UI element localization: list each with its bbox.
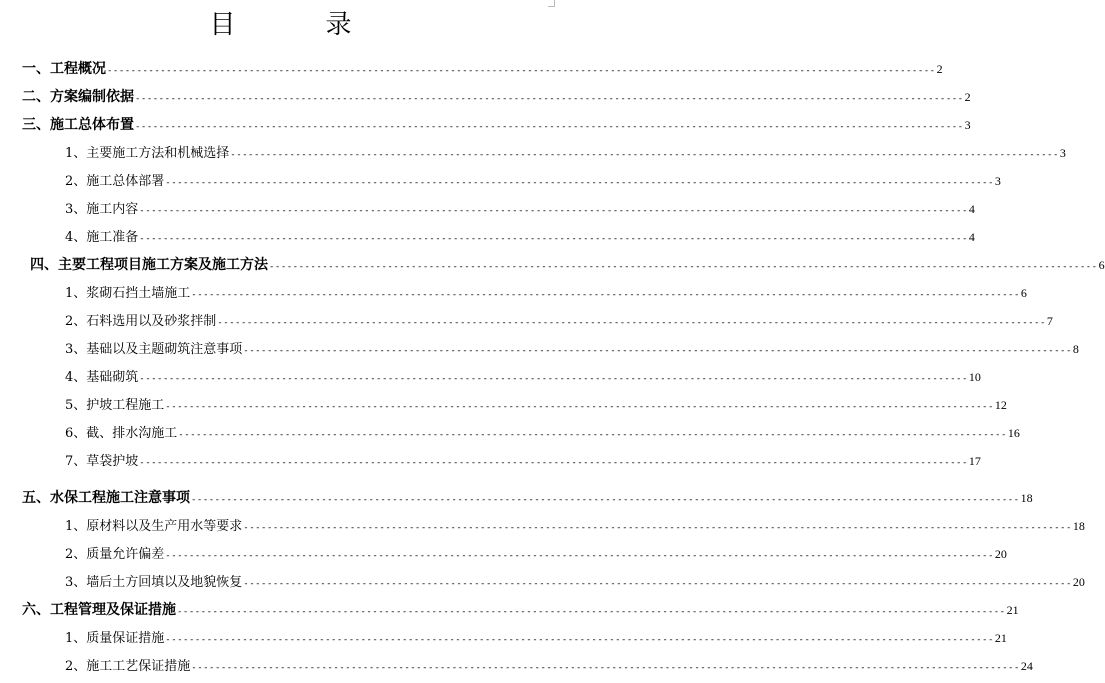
toc-leader: -------------------------------------------------------------------------------------------------------------------------------------------- xyxy=(139,458,968,468)
toc-entry-3[interactable] xyxy=(22,116,971,134)
toc-leader: -------------------------------------------------------------------------------------------------------------------------------------------- xyxy=(165,178,994,188)
toc-entry-4-1[interactable] xyxy=(65,284,1027,302)
toc-page-number: 21 xyxy=(1006,603,1019,617)
toc-entry-label: 1、主要施工方法和机械选择 xyxy=(65,146,230,161)
toc-entry-label: 7、草袋护坡 xyxy=(65,454,139,469)
toc-page-number: 17 xyxy=(968,454,981,468)
toc-page-number: 6 xyxy=(1098,258,1105,272)
toc-entry-label: 2、施工总体部署 xyxy=(65,174,165,189)
toc-page-number: 18 xyxy=(1020,491,1033,505)
toc-entry-4-3[interactable] xyxy=(65,340,1079,358)
toc-entry-5[interactable] xyxy=(22,489,1033,507)
toc-page-number: 16 xyxy=(1007,426,1020,440)
toc-leader: -------------------------------------------------------------------------------------------------------------------------------------------- xyxy=(191,495,1020,505)
toc-entry-3-3[interactable] xyxy=(65,200,975,218)
toc-page-number: 2 xyxy=(964,90,971,104)
toc-entry-6-1[interactable] xyxy=(65,629,1007,647)
toc-page-number: 20 xyxy=(994,547,1007,561)
page-corner-mark xyxy=(548,0,555,7)
toc-entry-5-3[interactable] xyxy=(65,573,1085,591)
toc-page-number: 4 xyxy=(968,202,975,216)
toc-leader: -------------------------------------------------------------------------------------------------------------------------------------------- xyxy=(135,94,964,104)
toc-entry-5-2[interactable] xyxy=(65,545,1007,563)
toc-entry-label: 5、护坡工程施工 xyxy=(65,398,165,413)
toc-page-number: 8 xyxy=(1072,342,1079,356)
toc-entry-label: 四、主要工程项目施工方案及施工方法 xyxy=(30,257,268,273)
toc-leader: -------------------------------------------------------------------------------------------------------------------------------------------- xyxy=(165,635,994,645)
toc-entry-label: 2、质量允许偏差 xyxy=(65,547,165,562)
toc-leader: -------------------------------------------------------------------------------------------------------------------------------------------- xyxy=(243,346,1072,356)
toc-entry-label: 一、工程概况 xyxy=(22,61,106,77)
toc-entry-3-4[interactable] xyxy=(65,228,975,246)
toc-entry-label: 4、施工准备 xyxy=(65,230,139,245)
toc-entry-label: 6、截、排水沟施工 xyxy=(65,426,178,441)
toc-entry-4-2[interactable] xyxy=(65,312,1053,330)
toc-entry-3-1[interactable] xyxy=(65,144,1066,162)
toc-entry-label: 1、质量保证措施 xyxy=(65,631,165,646)
toc-page-number: 20 xyxy=(1072,575,1085,589)
toc-entry-label: 3、施工内容 xyxy=(65,202,139,217)
toc-leader: -------------------------------------------------------------------------------------------------------------------------------------------- xyxy=(139,206,968,216)
toc-page-number: 10 xyxy=(968,370,981,384)
toc-entry-label: 六、工程管理及保证措施 xyxy=(22,602,176,618)
toc-leader: -------------------------------------------------------------------------------------------------------------------------------------------- xyxy=(165,551,994,561)
toc-entry-4[interactable] xyxy=(30,256,1105,274)
toc-page-number: 6 xyxy=(1020,286,1027,300)
toc-entry-label: 1、浆砌石挡土墙施工 xyxy=(65,286,191,301)
toc-entry-label: 2、石料选用以及砂浆拌制 xyxy=(65,314,217,329)
toc-entry-4-5[interactable] xyxy=(65,396,1007,414)
toc-entry-6-2[interactable] xyxy=(65,657,1033,675)
toc-entry-label: 二、方案编制依据 xyxy=(22,89,134,105)
toc-entry-5-1[interactable] xyxy=(65,517,1085,535)
toc-page-number: 21 xyxy=(994,631,1007,645)
toc-entry-label: 1、原材料以及生产用水等要求 xyxy=(65,519,243,534)
toc-leader: -------------------------------------------------------------------------------------------------------------------------------------------- xyxy=(243,523,1072,533)
toc-leader: -------------------------------------------------------------------------------------------------------------------------------------------- xyxy=(177,607,1006,617)
toc-page-number: 2 xyxy=(936,62,943,76)
toc-page-number: 12 xyxy=(994,398,1007,412)
toc-leader: -------------------------------------------------------------------------------------------------------------------------------------------- xyxy=(135,122,964,132)
toc-entry-label: 2、施工工艺保证措施 xyxy=(65,659,191,674)
toc-page-number: 18 xyxy=(1072,519,1085,533)
toc-entry-1[interactable] xyxy=(22,60,943,78)
toc-entry-label: 4、基础砌筑 xyxy=(65,370,139,385)
toc-leader: -------------------------------------------------------------------------------------------------------------------------------------------- xyxy=(165,402,994,412)
toc-leader: -------------------------------------------------------------------------------------------------------------------------------------------- xyxy=(191,663,1020,673)
toc-page-number: 24 xyxy=(1020,659,1033,673)
toc-entry-2[interactable] xyxy=(22,88,971,106)
toc-leader: -------------------------------------------------------------------------------------------------------------------------------------------- xyxy=(107,66,936,76)
toc-entry-4-7[interactable] xyxy=(65,452,981,470)
toc-page-number: 4 xyxy=(968,230,975,244)
toc-leader: -------------------------------------------------------------------------------------------------------------------------------------------- xyxy=(191,290,1020,300)
toc-entry-label: 三、施工总体布置 xyxy=(22,117,134,133)
toc-entry-label: 3、墙后土方回填以及地貌恢复 xyxy=(65,575,243,590)
toc-entry-label: 3、基础以及主题砌筑注意事项 xyxy=(65,342,243,357)
toc-leader: -------------------------------------------------------------------------------------------------------------------------------------------- xyxy=(139,234,968,244)
toc-entry-4-6[interactable] xyxy=(65,424,1020,442)
toc-leader: -------------------------------------------------------------------------------------------------------------------------------------------- xyxy=(139,374,968,384)
toc-leader: -------------------------------------------------------------------------------------------------------------------------------------------- xyxy=(178,430,1007,440)
toc-leader: -------------------------------------------------------------------------------------------------------------------------------------------- xyxy=(269,262,1098,272)
toc-leader: -------------------------------------------------------------------------------------------------------------------------------------------- xyxy=(243,579,1072,589)
toc-entry-label: 五、水保工程施工注意事项 xyxy=(22,490,190,506)
toc-page-number: 3 xyxy=(1059,146,1066,160)
toc-entry-3-2[interactable] xyxy=(65,172,1001,190)
toc-entry-6[interactable] xyxy=(22,601,1019,619)
toc-entry-4-4[interactable] xyxy=(65,368,981,386)
toc-leader: -------------------------------------------------------------------------------------------------------------------------------------------- xyxy=(217,318,1046,328)
toc-title: 目 录 xyxy=(209,10,384,40)
toc-page-number: 3 xyxy=(964,118,971,132)
toc-page-number: 3 xyxy=(994,174,1001,188)
toc-page-number: 7 xyxy=(1046,314,1053,328)
toc-leader: -------------------------------------------------------------------------------------------------------------------------------------------- xyxy=(230,150,1059,160)
